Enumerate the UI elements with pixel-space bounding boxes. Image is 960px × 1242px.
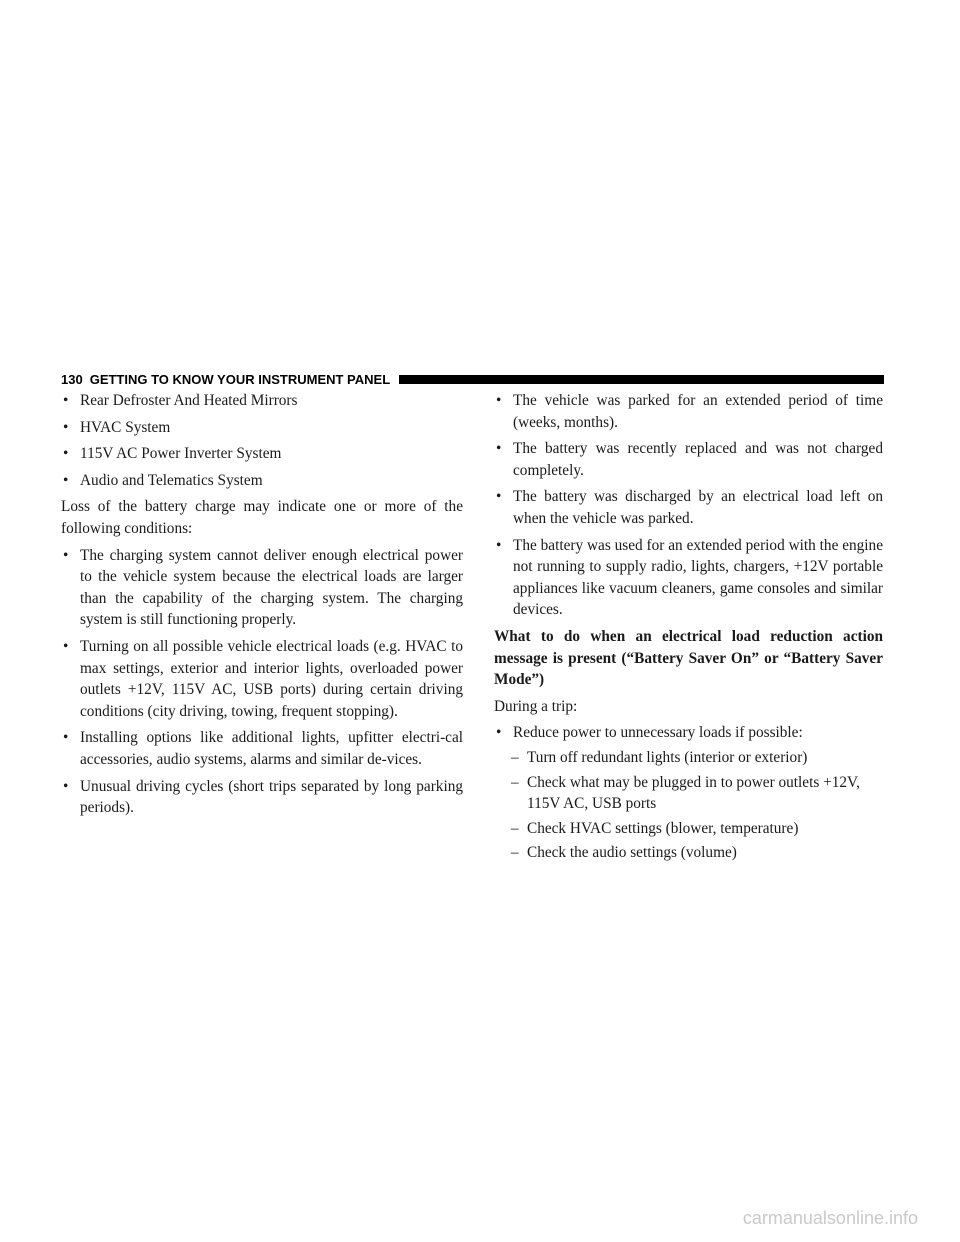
list-item-text: Rear Defroster And Heated Mirrors: [80, 392, 298, 409]
list-item: [61, 390, 463, 412]
bullet-icon: •: [63, 729, 69, 747]
watermark: carmanualsonline.info: [742, 1208, 918, 1228]
sub-list-item-text: Check the audio settings (volume): [527, 844, 737, 862]
bullet-icon: •: [496, 536, 502, 554]
dash-icon: –: [511, 748, 519, 766]
list-item: [494, 438, 883, 481]
list-item: [61, 776, 463, 819]
dash-icon: –: [511, 819, 519, 837]
sub-list-item-text: Check HVAC settings (blower, temperature): [527, 819, 799, 837]
list-item-text: The charging system cannot deliver enough electrical power to the vehicle system because the electrical loads are larger than the capability of the charging system. The charging system is still functioning properly.: [80, 546, 463, 629]
list-item: [61, 545, 463, 631]
list-item-text: Reduce power to unnecessary loads if possible:: [513, 724, 803, 742]
list-item: [494, 390, 883, 433]
list-item-text: The battery was used for an extended period with the engine not running to supply radio, lights, chargers, +12V portable appliances like vacuum cleaners, game consoles and similar devices.: [513, 536, 883, 619]
list-item: [61, 417, 463, 439]
sub-list-item: [511, 747, 883, 769]
dash-icon: –: [511, 844, 519, 862]
dash-icon: –: [511, 773, 519, 791]
list-item-text: Unusual driving cycles (short trips separated by long parking periods).: [80, 777, 463, 817]
sub-list-item: [511, 842, 883, 864]
list-item: [494, 486, 883, 529]
bullet-icon: •: [63, 392, 69, 409]
list-item: [494, 722, 883, 744]
list-item-text: Turning on all possible vehicle electrical loads (e.g. HVAC to max settings, exterior and interior lights, overloaded power outlets +12V, 115V AC, USB ports) during certain driving conditions (city driving, towing, frequent stopping).: [80, 637, 463, 720]
bullet-icon: •: [496, 488, 502, 506]
bullet-icon: •: [496, 440, 502, 458]
list-item-text: HVAC System: [80, 418, 171, 436]
sub-list-item: [511, 772, 883, 815]
bullet-icon: •: [496, 724, 502, 742]
sub-list-item-text: Check what may be plugged in to power outlets +12V, 115V AC, USB ports: [527, 773, 860, 813]
list-item: [61, 470, 463, 492]
bullet-icon: •: [63, 637, 69, 655]
right-column: [494, 390, 883, 867]
list-item-text: Installing options like additional lights, upfitter electri-cal accessories, audio systems, alarms and similar de-vices.: [80, 729, 463, 768]
list-item: [61, 636, 463, 722]
sub-list-item: [511, 818, 883, 840]
section-title: GETTING TO KNOW YOUR INSTRUMENT PANEL: [89, 371, 391, 387]
bullet-icon: •: [63, 777, 69, 795]
list-item: [61, 443, 463, 465]
bullet-icon: •: [63, 546, 69, 564]
bullet-icon: •: [63, 471, 69, 489]
list-item: [494, 535, 883, 621]
list-item-text: The vehicle was parked for an extended period of time (weeks, months).: [513, 392, 883, 431]
list-item: [61, 727, 463, 770]
intro-paragraph: Loss of the battery charge may indicate one or more of the following conditions:: [61, 498, 463, 537]
page-number: 130: [61, 371, 83, 387]
section-heading: What to do when an electrical load reduction action message is present (“Battery Saver On” or “Battery Saver Mode”): [494, 627, 883, 689]
list-item-text: Audio and Telematics System: [80, 471, 263, 489]
bullet-icon: •: [63, 418, 69, 436]
sub-list-item-text: Turn off redundant lights (interior or exterior): [527, 748, 808, 766]
bullet-icon: •: [496, 392, 502, 409]
left-column: [61, 390, 463, 824]
list-item-text: The battery was discharged by an electrical load left on when the vehicle was parked.: [513, 488, 883, 527]
header-rule: [399, 375, 884, 384]
list-item-text: The battery was recently replaced and was not charged completely.: [513, 440, 883, 479]
during-trip-label: During a trip:: [494, 697, 578, 715]
list-item-text: 115V AC Power Inverter System: [80, 445, 282, 463]
page-header: [61, 371, 884, 387]
bullet-icon: •: [63, 445, 69, 463]
